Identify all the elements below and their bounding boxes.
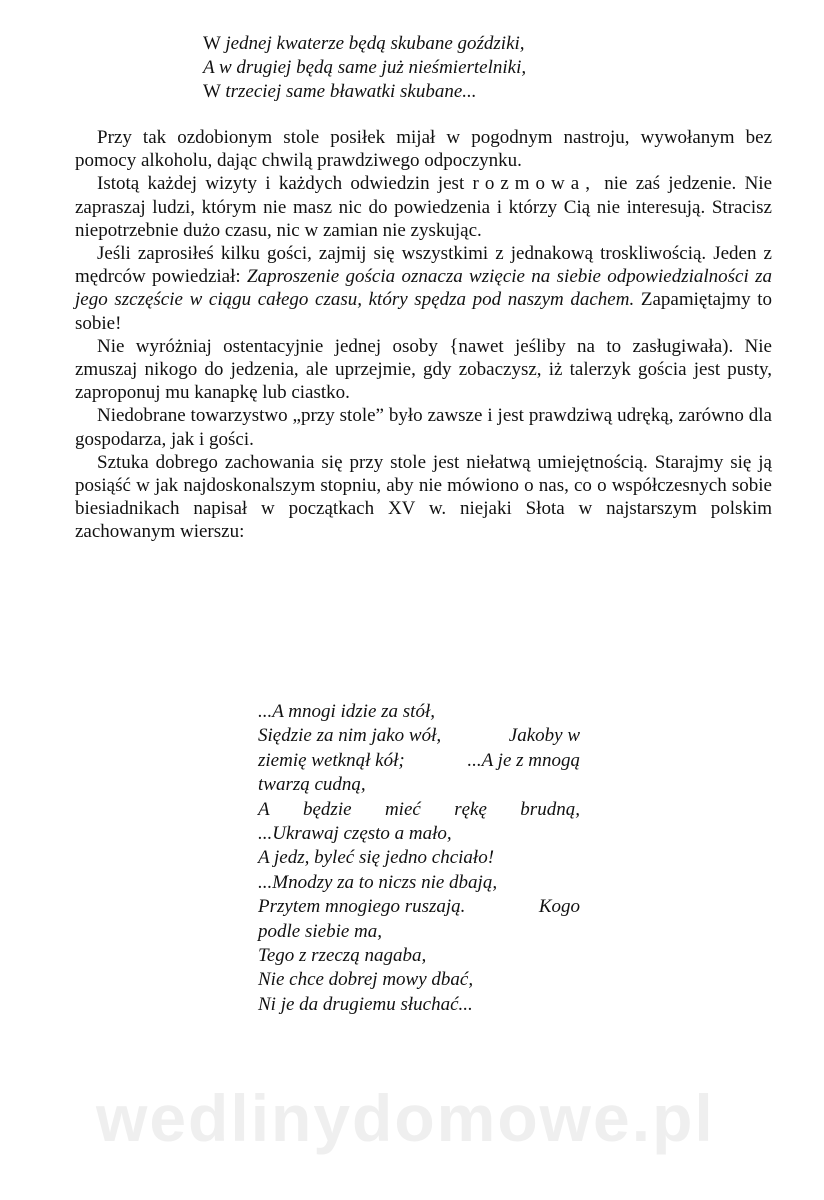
poem-line: ziemię wetknął kół; ...A je z mnogą xyxy=(258,749,580,771)
slota-poem xyxy=(258,700,580,1017)
paragraph: Niedobrane towarzystwo „przy stole” było zawsze i jest prawdziwą udręką, zarówno dla gospodarza, jak i gości. xyxy=(75,405,772,450)
poem-line: A jedz, byleć się jedno chciało! xyxy=(258,847,495,869)
poem-line: ...A mnogi idzie za stół, xyxy=(258,701,435,722)
paragraph: Nie wyróżniaj ostentacyjnie jednej osoby {nawet jeśliby na to zasługiwała). Nie zmuszaj nikogo do jedzenia, ale uprzejmie, gdy zobaczysz, iż talerzyk gościa jest pusty, zaproponuj mu kanapkę lub ciastko. xyxy=(75,335,772,404)
verse-fragment-top xyxy=(203,32,526,104)
poem-line: twarzą cudną, xyxy=(258,774,366,796)
watermark: wedlinydomowe.pl xyxy=(96,1081,715,1155)
paragraph: Jeśli zaprosiłeś kilku gości, zajmij się wszystkimi z jednakową troskliwością. Jeden z mędrców powiedział: Zaproszenie gościa oznacza wzięcie na siebie odpowiedzialności za jego szczęście w ciągu całego czasu, który spędza pod naszym dachem. Zapamiętajmy to sobie! xyxy=(75,243,773,334)
paragraph: Sztuka dobrego zachowania się przy stole jest niełatwą umiejętnością. Starajmy się ją posiąść w jak najdoskonalszym stopniu, aby nie mówiono o nas, co o współczesnych sobie biesiadnikach napisał w początkach XV w. niejaki Słota w najstarszym polskim zachowanym wierszu: xyxy=(75,451,772,543)
quotation: Zaproszenie gościa oznacza wzięcie na siebie odpowiedzialności za jego szczęście w ciągu całego czasu, który spędza pod naszym dachem. xyxy=(75,266,772,311)
poem-line: ...Mnodzy za to niczs nie dbają, xyxy=(258,871,498,893)
poem-line: Nie chce dobrej mowy dbać, xyxy=(258,969,474,991)
poem-line: Siędzie za nim jako wół, Jakoby w xyxy=(258,725,580,747)
paragraph: Przy tak ozdobionym stole posiłek mijał w pogodnym nastroju, wywołanym bez pomocy alkoholu, dając chwilą prawdziwego odpoczynku. xyxy=(75,127,772,172)
paragraph: Istotą każdej wizyty i każdych odwiedzin jest rozmowa, nie zaś jedzenie. Nie zapraszaj ludzi, którym nie masz nic do powiedzenia i którzy Cią nie interesują. Stracisz niepotrzebnie dużo czasu, nic w zamian nie zyskując. xyxy=(75,173,773,241)
spaced-emphasis: rozmowa, xyxy=(472,173,596,195)
poem-line: A będzie mieć rękę brudną, xyxy=(258,798,580,820)
poem-line: Ni je da drugiemu słuchać... xyxy=(258,993,473,1015)
poem-line: ...Ukrawaj często a mało, xyxy=(258,823,452,845)
verse-line: W trzeciej same bławatki skubane... xyxy=(203,81,477,102)
poem-line: Przytem mnogiego ruszają. Kogo xyxy=(258,896,580,918)
poem-line: podle siebie ma, xyxy=(258,920,383,942)
verse-line: A w drugiej będą same już nieśmiertelniki, xyxy=(203,57,527,78)
body-text xyxy=(75,126,772,544)
verse-line: W jednej kwaterze będą skubane goździki, xyxy=(203,33,525,54)
poem-line: Tego z rzeczą nagaba, xyxy=(258,945,427,967)
